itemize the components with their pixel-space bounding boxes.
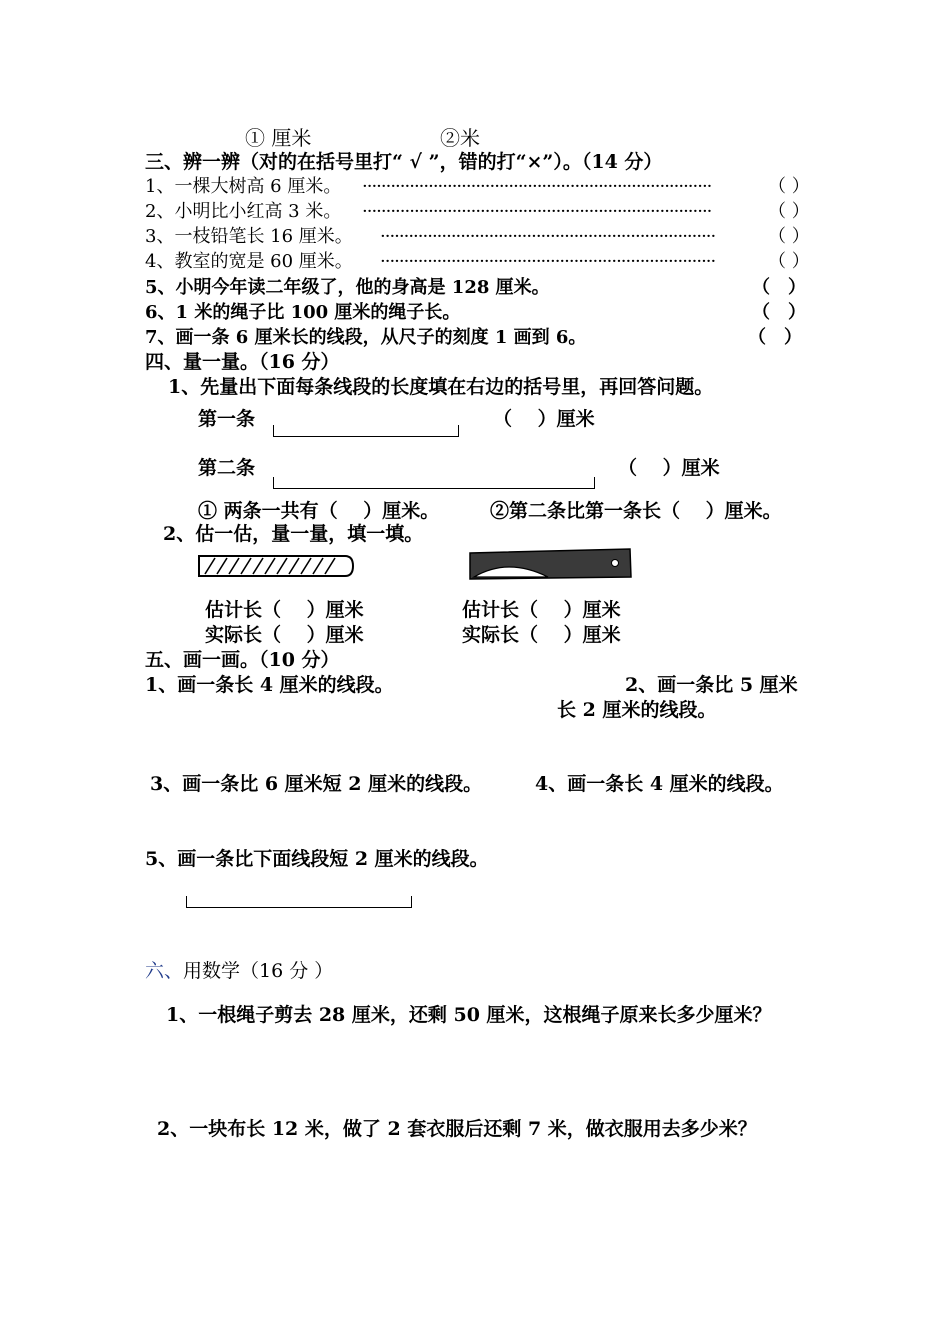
sec6-question-2: 2、一块布长 12 米，做了 2 套衣服后还剩 7 米，做衣服用去多少米？ bbox=[157, 1118, 757, 1140]
section-6-label: 用数学（16 分 ） bbox=[183, 960, 334, 982]
line-segment-3 bbox=[186, 895, 412, 908]
sec5-question-2-line1: 2、画一条比 5 厘米 bbox=[625, 674, 798, 696]
leader-dots: ·········································································· bbox=[362, 176, 712, 197]
section-4-title: 四、量一量。（16 分） bbox=[145, 351, 340, 373]
sec5-question-5: 5、画一条比下面线段短 2 厘米的线段。 bbox=[145, 848, 489, 870]
sec4-question-1: 1、先量出下面每条线段的长度填在右边的括号里，再回答问题。 bbox=[168, 376, 714, 398]
sec3-item-2: 2、小明比小红高 3 米。 bbox=[145, 201, 342, 222]
line-1-label: 第一条 bbox=[198, 408, 256, 430]
sec5-question-1: 1、画一条长 4 厘米的线段。 bbox=[145, 674, 394, 696]
sec3-bracket-3[interactable]: （ ） bbox=[768, 226, 810, 247]
option-centimeter: ① 厘米 bbox=[245, 126, 312, 150]
sec5-question-2-line2: 长 2 厘米的线段。 bbox=[557, 699, 717, 721]
leader-dots: ······································································· bbox=[380, 226, 716, 247]
estimate-1[interactable]: 估计长（ ）厘米 bbox=[205, 599, 364, 621]
sec3-item-1: 1、一棵大树高 6 厘米。 bbox=[145, 176, 342, 197]
sec5-question-3: 3、画一条比 6 厘米短 2 厘米的线段。 bbox=[150, 773, 483, 795]
sec3-bracket-7[interactable]: （ ） bbox=[748, 327, 802, 348]
option-meter: ②米 bbox=[440, 126, 480, 150]
sec3-bracket-1[interactable]: （ ） bbox=[768, 176, 810, 197]
sec3-item-6: 6、1 米的绳子比 100 厘米的绳子长。 bbox=[145, 302, 461, 323]
leader-dots: ······································································· bbox=[380, 251, 716, 272]
sec3-bracket-4[interactable]: （ ） bbox=[768, 251, 810, 272]
sec3-bracket-5[interactable]: （ ） bbox=[752, 277, 806, 298]
hatched-stick-image bbox=[195, 553, 357, 579]
section-5-title: 五、画一画。（10 分） bbox=[145, 649, 340, 671]
estimate-2[interactable]: 估计长（ ）厘米 bbox=[462, 599, 621, 621]
sec3-item-3: 3、一枝铅笔长 16 厘米。 bbox=[145, 226, 353, 247]
line-segment-2 bbox=[273, 476, 595, 489]
actual-2[interactable]: 实际长（ ）厘米 bbox=[462, 624, 621, 646]
section-3-title: 三、辨一辨（对的在括号里打“ √ ”，错的打“×”）。（14 分） bbox=[145, 151, 663, 173]
sec3-item-7: 7、画一条 6 厘米长的线段，从尺子的刻度 1 画到 6。 bbox=[145, 327, 587, 348]
section-6-number: 六、 bbox=[145, 960, 184, 982]
line-1-answer[interactable]: （ ）厘米 bbox=[493, 408, 595, 430]
dark-blade-image bbox=[468, 547, 634, 583]
sec3-bracket-6[interactable]: （ ） bbox=[752, 302, 806, 323]
sec3-item-5: 5、小明今年读二年级了，他的身高是 128 厘米。 bbox=[145, 277, 550, 298]
leader-dots: ·········································································· bbox=[362, 201, 712, 222]
section-6-title bbox=[145, 962, 333, 981]
line-2-label: 第二条 bbox=[198, 457, 256, 479]
sec6-question-1: 1、一根绳子剪去 28 厘米，还剩 50 厘米，这根绳子原来长多少厘米？ bbox=[166, 1004, 772, 1026]
sub-question-difference[interactable]: ②第二条比第一条长（ ）厘米。 bbox=[490, 500, 782, 522]
line-2-answer[interactable]: （ ）厘米 bbox=[618, 457, 720, 479]
sec4-question-2: 2、估一估，量一量，填一填。 bbox=[163, 523, 424, 545]
sub-question-total[interactable]: ① 两条一共有（ ）厘米。 bbox=[198, 500, 440, 522]
sec3-item-4: 4、教室的宽是 60 厘米。 bbox=[145, 251, 353, 272]
sec3-bracket-2[interactable]: （ ） bbox=[768, 201, 810, 222]
sec5-question-4: 4、画一条长 4 厘米的线段。 bbox=[535, 773, 784, 795]
line-segment-1 bbox=[273, 424, 459, 437]
actual-1[interactable]: 实际长（ ）厘米 bbox=[205, 624, 364, 646]
